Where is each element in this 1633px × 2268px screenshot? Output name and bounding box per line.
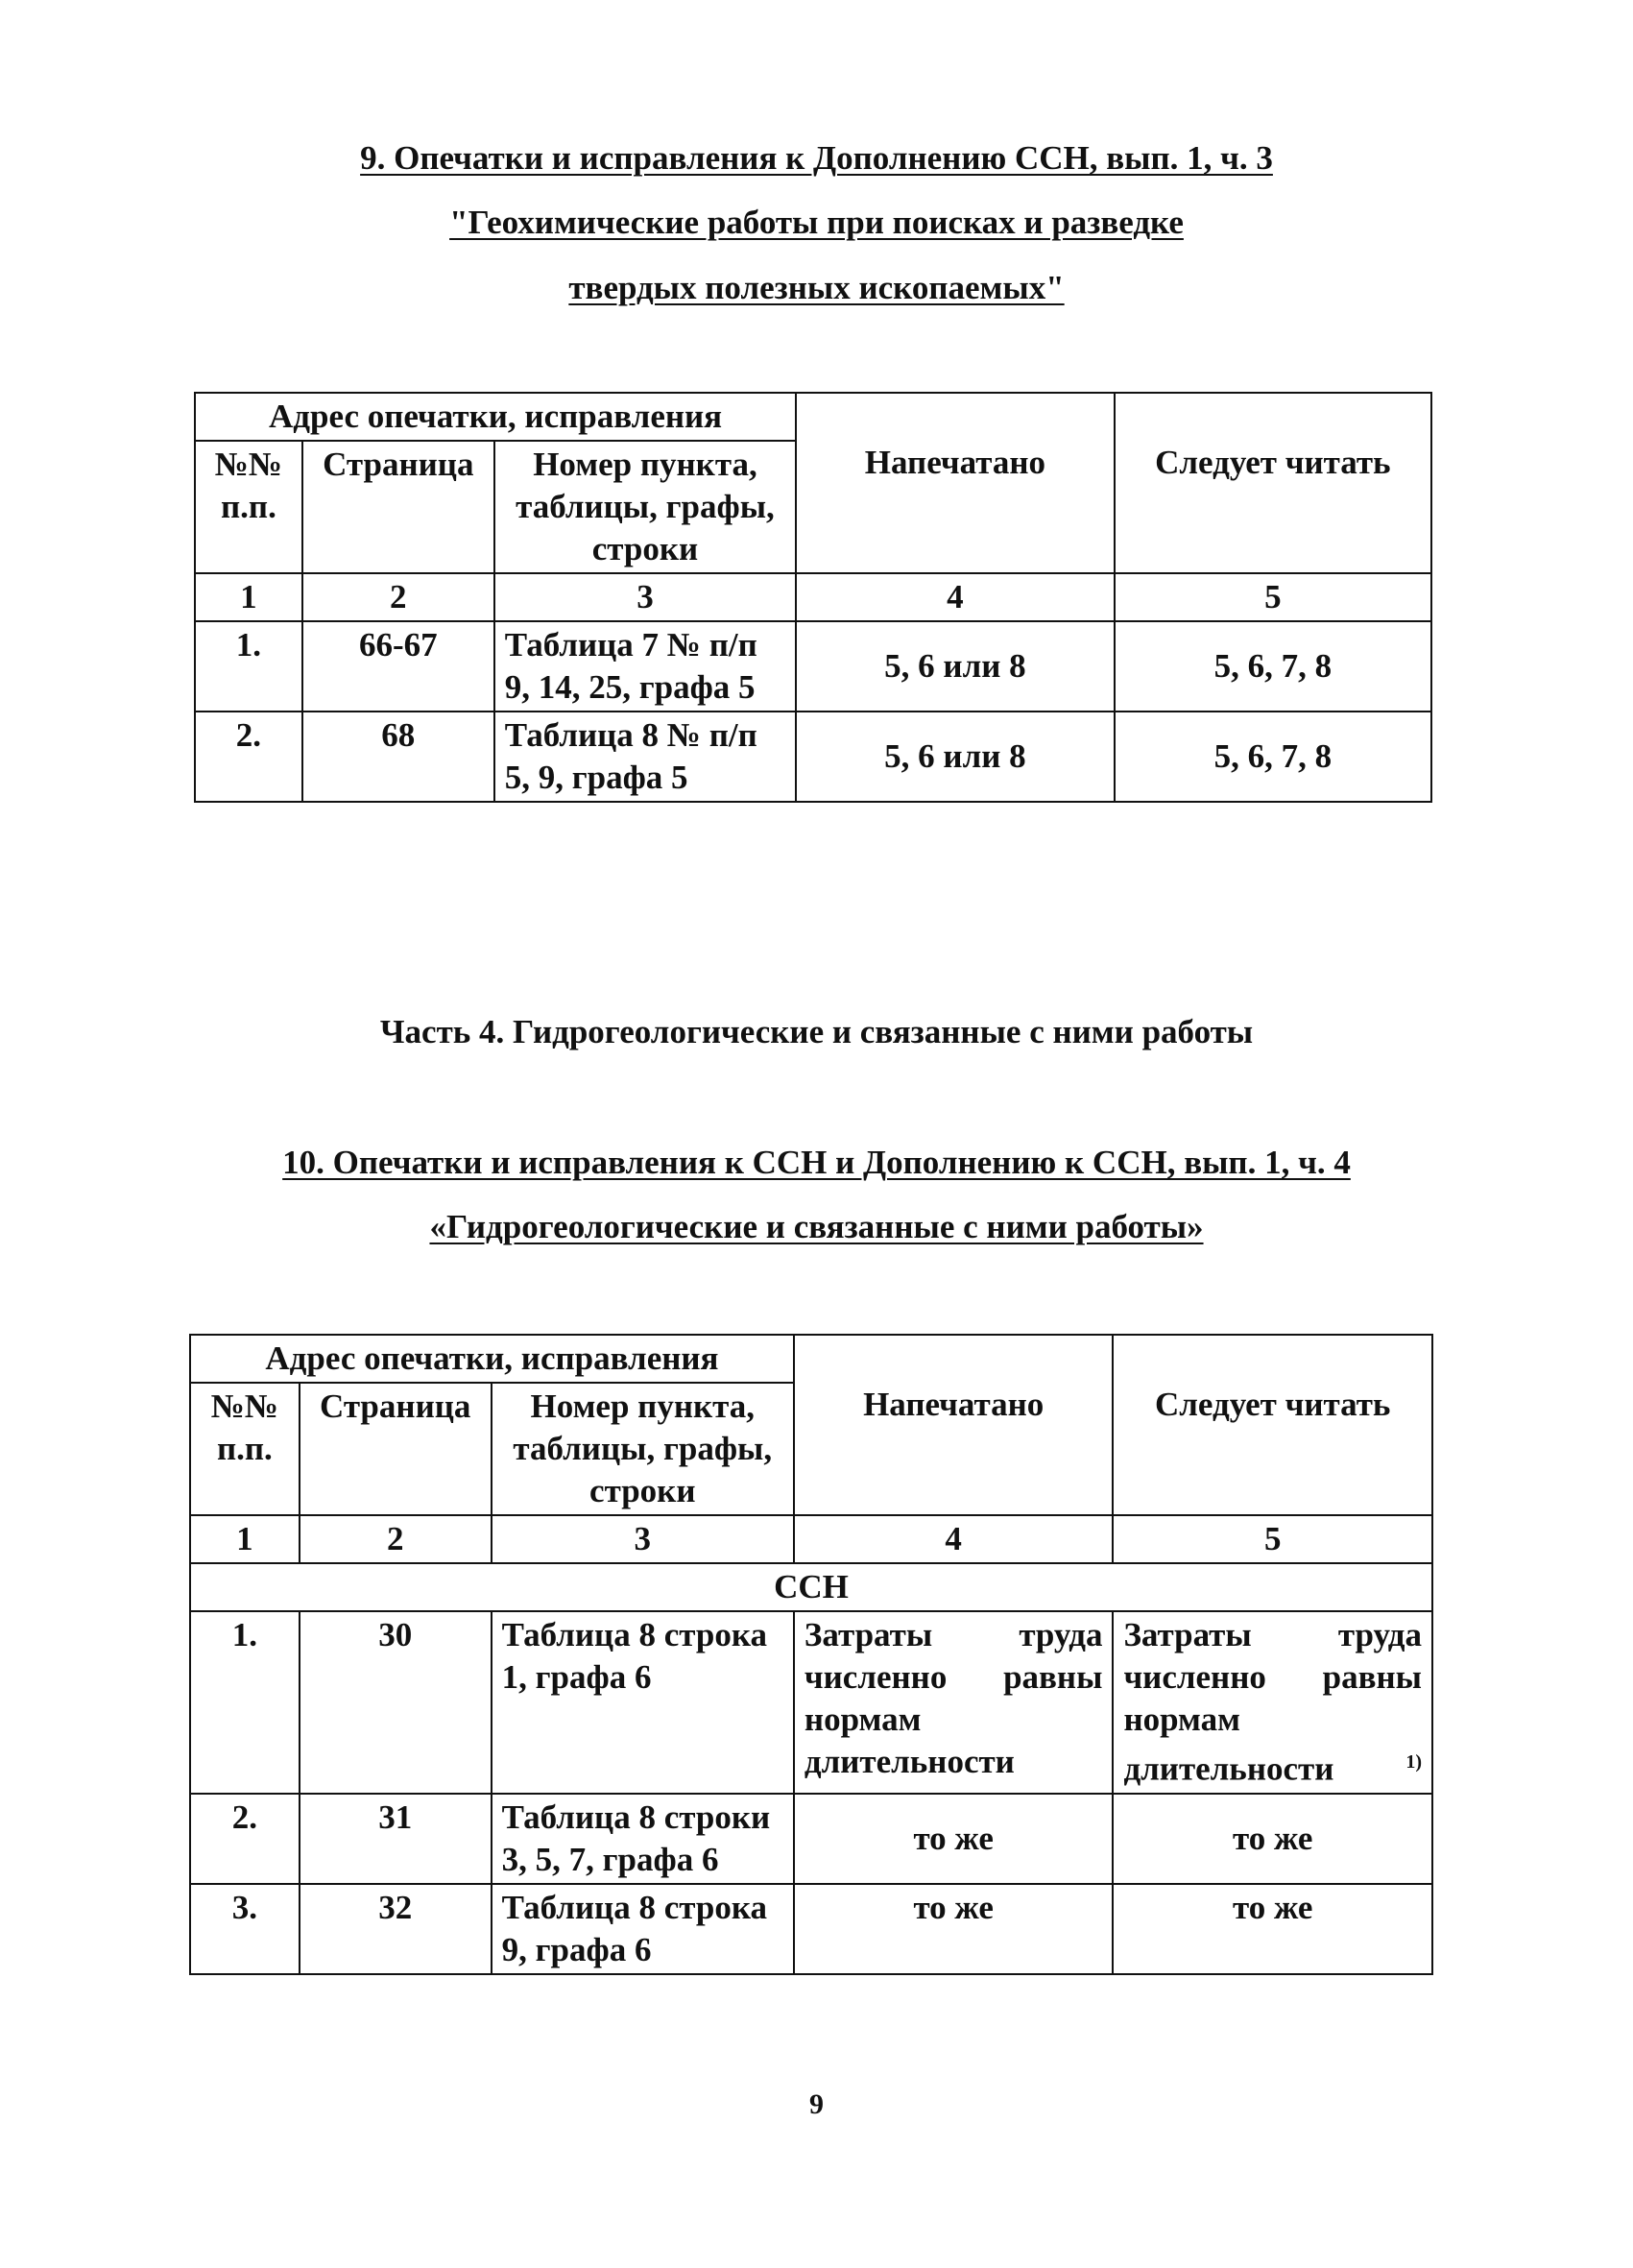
index-cell: 4: [794, 1515, 1114, 1563]
index-cell: 5: [1113, 1515, 1432, 1563]
read-header: Следует читать: [1113, 1335, 1432, 1515]
num-header: №№ п.п.: [190, 1383, 300, 1515]
page-number: 9: [809, 2088, 824, 2120]
group-header: ССН: [190, 1563, 1432, 1611]
page-header: Страница: [302, 441, 494, 573]
row-read: [1113, 1611, 1432, 1794]
address-header: Адрес опечатки, исправления: [190, 1335, 794, 1383]
row-read: то же: [1113, 1794, 1432, 1884]
table-row: [195, 712, 1431, 802]
index-cell: 3: [494, 573, 796, 621]
row-read-text: Затраты труда численно равны нормам длительности: [1123, 1616, 1422, 1788]
index-cell: 3: [492, 1515, 794, 1563]
printed-header: Напечатано: [796, 393, 1115, 573]
row-read: 5, 6, 7, 8: [1115, 712, 1431, 802]
index-cell: 1: [195, 573, 302, 621]
row-printed: то же: [794, 1884, 1114, 1974]
row-item: Таблица 8 № п/п 5, 9, графа 5: [494, 712, 796, 802]
table-row: [190, 1884, 1432, 1974]
row-page: 32: [300, 1884, 492, 1974]
section9-title-line2: "Геохимические работы при поисках и разведке: [449, 204, 1184, 241]
row-page: 66-67: [302, 621, 494, 712]
item-header: Номер пункта, таблицы, графы, строки: [492, 1383, 794, 1515]
table-row: [190, 1611, 1432, 1794]
row-printed: 5, 6 или 8: [796, 621, 1115, 712]
section9-title-line1: 9. Опечатки и исправления к Дополнению ССН, вып. 1, ч. 3: [360, 139, 1273, 177]
section9-title-line3: твердых полезных ископаемых": [568, 269, 1065, 306]
row-printed: 5, 6 или 8: [796, 712, 1115, 802]
part4-title: Часть 4. Гидрогеологические и связанные с ними работы: [379, 1013, 1254, 1050]
row-number: 1.: [190, 1611, 300, 1794]
footnote-mark: 1): [1405, 1751, 1422, 1773]
row-item: Таблица 7 № п/п 9, 14, 25, графа 5: [494, 621, 796, 712]
row-number: 3.: [190, 1884, 300, 1974]
index-cell: 1: [190, 1515, 300, 1563]
address-header: Адрес опечатки, исправления: [195, 393, 796, 441]
errata-table-2: [189, 1334, 1433, 1975]
read-header: Следует читать: [1115, 393, 1431, 573]
table-row: [195, 621, 1431, 712]
row-number: 2.: [190, 1794, 300, 1884]
section10-title-line1: 10. Опечатки и исправления к ССН и Дополнению к ССН, вып. 1, ч. 4: [282, 1144, 1351, 1181]
index-cell: 2: [302, 573, 494, 621]
table-row: [190, 1794, 1432, 1884]
section10-title-line2: «Гидрогеологические и связанные с ними работы»: [429, 1208, 1204, 1245]
index-cell: 2: [300, 1515, 492, 1563]
row-printed: Затраты труда численно равны нормам длительности: [794, 1611, 1114, 1794]
row-item: Таблица 8 строка 1, графа 6: [492, 1611, 794, 1794]
row-number: 2.: [195, 712, 302, 802]
index-cell: 4: [796, 573, 1115, 621]
printed-header: Напечатано: [794, 1335, 1114, 1515]
errata-table-1: [194, 392, 1432, 803]
item-header: Номер пункта, таблицы, графы, строки: [494, 441, 796, 573]
row-read: 5, 6, 7, 8: [1115, 621, 1431, 712]
row-number: 1.: [195, 621, 302, 712]
row-page: 30: [300, 1611, 492, 1794]
row-page: 31: [300, 1794, 492, 1884]
index-cell: 5: [1115, 573, 1431, 621]
row-item: Таблица 8 строка 9, графа 6: [492, 1884, 794, 1974]
num-header: №№ п.п.: [195, 441, 302, 573]
row-page: 68: [302, 712, 494, 802]
row-item: Таблица 8 строки 3, 5, 7, графа 6: [492, 1794, 794, 1884]
row-read: то же: [1113, 1884, 1432, 1974]
page-header: Страница: [300, 1383, 492, 1515]
row-printed: то же: [794, 1794, 1114, 1884]
